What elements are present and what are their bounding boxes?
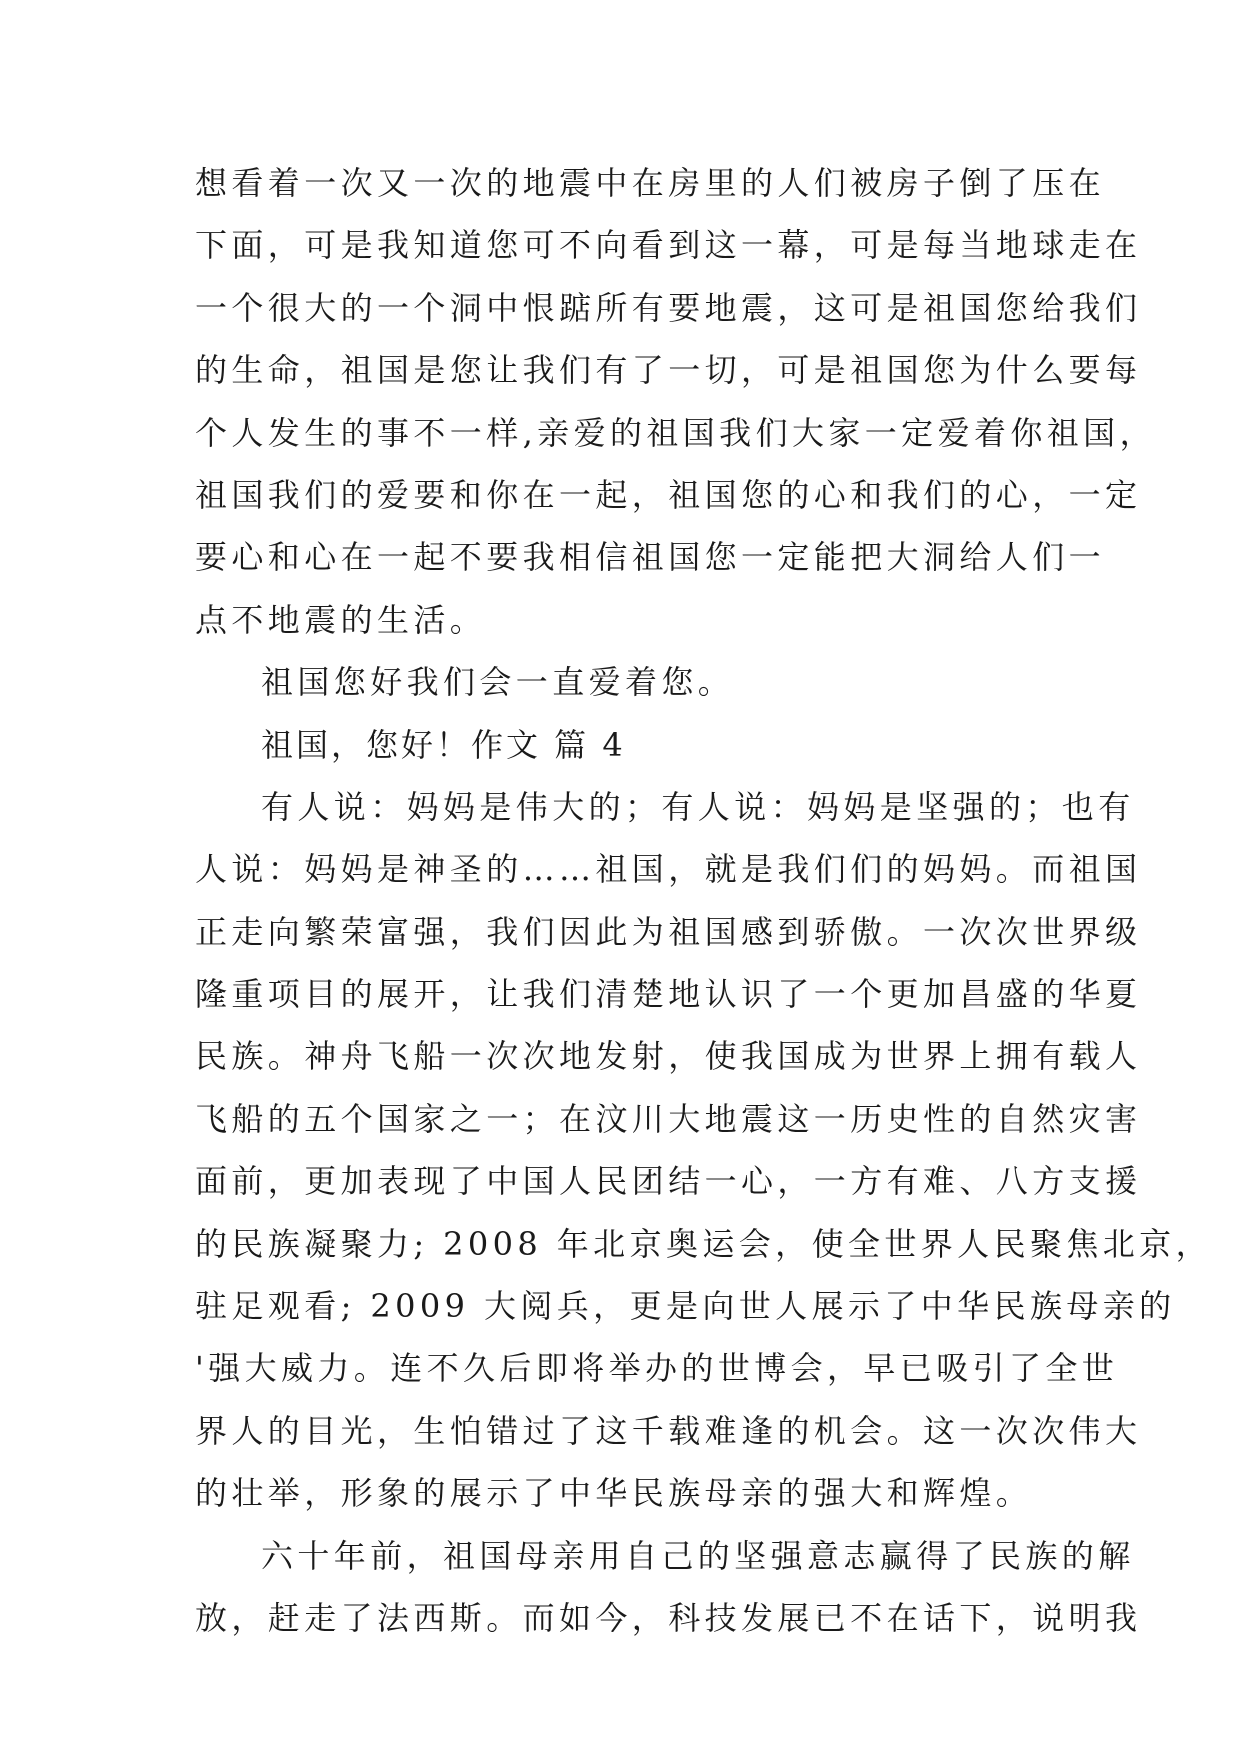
text-line: 祖国我们的爱要和你在一起，祖国您的心和我们的心，一定 — [195, 475, 1142, 514]
text-line: 放，赶走了法西斯。而如今，科技发展已不在话下，说明我 — [195, 1598, 1142, 1637]
text-line: 隆重项目的展开，让我们清楚地认识了一个更加昌盛的华夏 — [195, 975, 1142, 1014]
text-line: 点不地震的生活。 — [195, 600, 487, 639]
text-line: 的民族凝聚力; 2008 年北京奥运会，使全世界人民聚焦北京， — [195, 1224, 1212, 1263]
essay-body — [195, 152, 1212, 1649]
text-line: 正走向繁荣富强，我们因此为祖国感到骄傲。一次次世界级 — [195, 912, 1142, 951]
text-line: 六十年前，祖国母亲用自己的坚强意志赢得了民族的解 — [261, 1536, 1135, 1575]
text-line: 民族。神舟飞船一次次地发射，使我国成为世界上拥有载人 — [195, 1037, 1142, 1076]
text-line: 想看着一次又一次的地震中在房里的人们被房子倒了压在 — [195, 164, 1106, 202]
text-line: 的生命，祖国是您让我们有了一切，可是祖国您为什么要每 — [195, 351, 1142, 390]
text-line: 下面，可是我知道您可不向看到这一幕，可是每当地球走在 — [195, 226, 1142, 265]
section-heading: 祖国，您好！作文 篇 4 — [261, 725, 626, 764]
text-line: 人说：妈妈是神圣的……祖国，就是我们们的妈妈。而祖国 — [195, 850, 1142, 889]
text-line: 驻足观看; 2009 大阅兵，更是向世人展示了中华民族母亲的 — [195, 1287, 1176, 1326]
text-line: 飞船的五个国家之一；在汶川大地震这一历史性的自然灾害 — [195, 1099, 1142, 1138]
text-line: 个人发生的事不一样,亲爱的祖国我们大家一定爱着你祖国， — [195, 413, 1156, 452]
text-line: 一个很大的一个洞中恨踮所有要地震，这可是祖国您给我们 — [195, 288, 1142, 327]
text-line: 面前，更加表现了中国人民团结一心，一方有难、八方支援 — [195, 1162, 1142, 1201]
text-line: 要心和心在一起不要我相信祖国您一定能把大洞给人们一 — [195, 538, 1106, 577]
text-line: 的壮举，形象的展示了中华民族母亲的强大和辉煌。 — [195, 1474, 1033, 1513]
text-line: '强大威力。连不久后即将举办的世博会，早已吸引了全世 — [195, 1349, 1119, 1388]
text-line: 有人说：妈妈是伟大的；有人说：妈妈是坚强的；也有 — [261, 787, 1135, 826]
text-line: 祖国您好我们会一直爱着您。 — [261, 663, 735, 702]
text-line: 界人的目光，生怕错过了这千载难逢的机会。这一次次伟大 — [195, 1411, 1142, 1450]
